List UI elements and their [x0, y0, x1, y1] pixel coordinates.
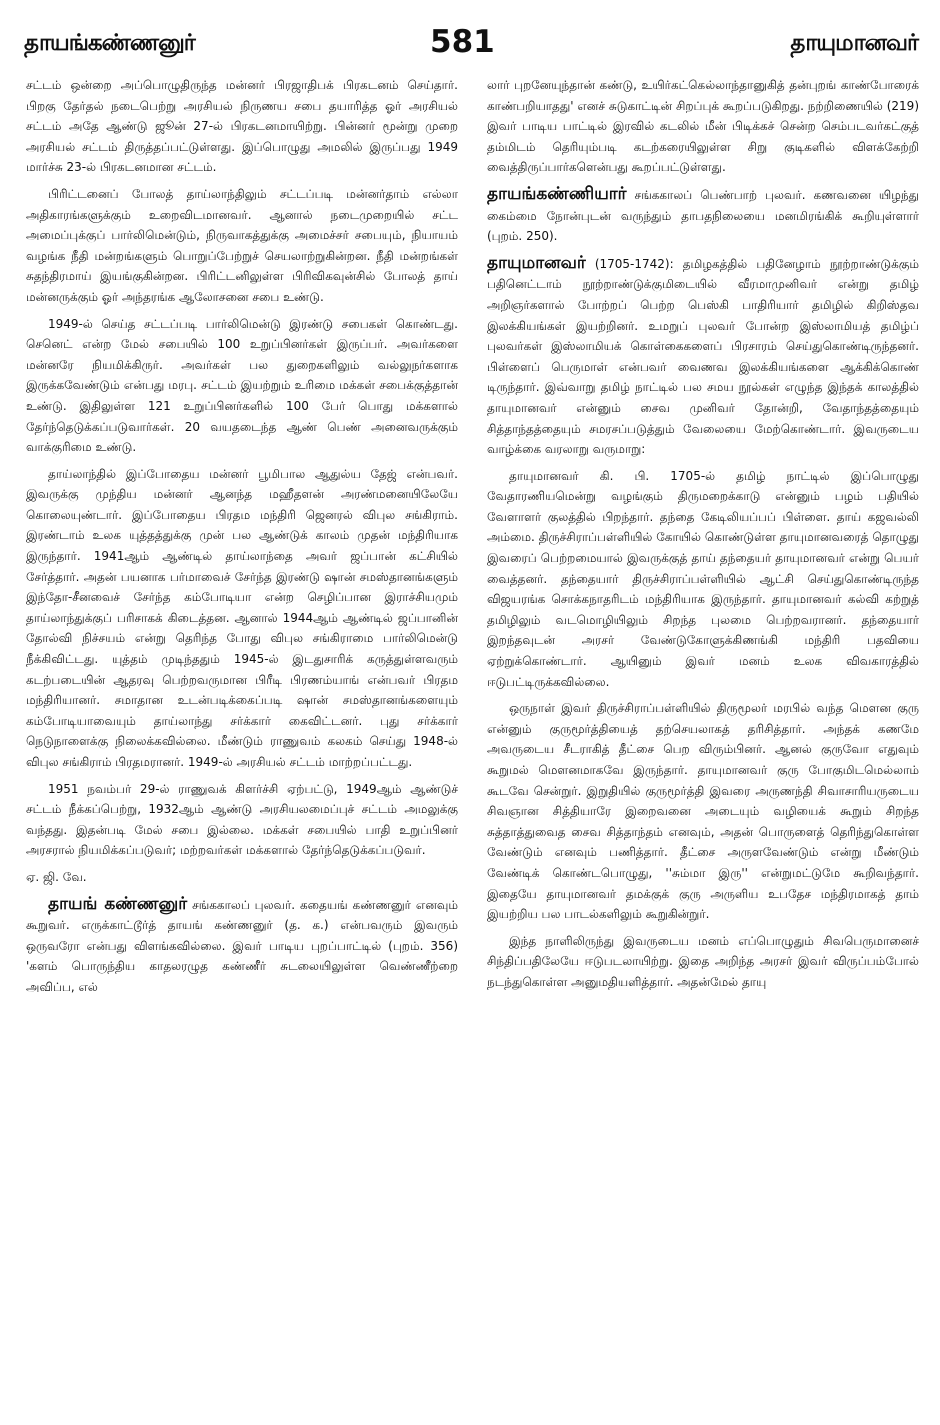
entry-body: சங்ககாலப் புலவர். கதையங் கண்ணனுர் எனவும் கூறுவர். எருக்காட்டூர்த் தாயங் கண்ணனுர் (த. க.) என்பவரும் இவரும் ஒருவரோ என்பது விளங்கவில்லை. இவர் பாடிய புறப்பாட்டில் (புறம். 356) 'களம் பொருந்திய காதலரழுத கண்ணீர் சுடலையிலுள்ள வெண்ணீற்றை அவிப்ப, எல்: [26, 897, 458, 994]
paragraph: ஒருநாள் இவர் திருச்சிராப்பள்ளியில் திருமூலர் மரபில் வந்த மௌன குரு என்னும் குருமூர்த்தியைத் தற்செயலாகத் தரிசித்தார். அந்தக் கணமே அவருடைய சீடராகித் தீட்சை பெற விரும்பினர். ஆனல் குருவோ எதுவும் கூறுமல் மௌனமாகவே இருந்தார். தாயுமானவர் குரு போகுமிடமெல்லாம் கூடவே சென்றுர். இறுதியில் குருமூர்த்தி இவரை அருணந்தி சிவாசாரியருடைய சிவஞான சித்தியாரே இறைவனை அடையும் வழியைக் கூறும் சிறந்த சுத்தாத்துவைத சைவ சித்தாந்தம் எனவும், அதன் பொருளைத் தெரிந்துகொள்ள வேண்டும் எனவும் பணித்தார். தீட்சை அருளவேண்டும் என்று மீண்டும் வேண்டிக் கொண்டபொழுது, ''சும்மா இரு'' என்றுமட்டுமே கூறிவந்தார். இதையே தாயுமானவர் தமக்குக் குரு அருளிய உபதேச மந்திரமாகத் தாம் இயற்றிய பல பாடல்களிலும் கூறுகின்றுர்.: [487, 701, 919, 922]
paragraph: இந்த நாளிலிருந்து இவருடைய மனம் எப்பொழுதும் சிவபெருமானைச் சிந்திப்பதிலேயே ஈடுபடலாயிற்று. இதை அறிந்த அரசர் இவர் விருப்பம்போல் நடந்துகொள்ள அனுமதியளித்தார். அதன்மேல் தாயு: [487, 933, 919, 989]
paragraph: லார் புறனேயுந்தான் கண்டு, உயிர்கட்கெல்லாந்தானுகித் தன்புறங் காண்போரைக் காண்பறியாதது' எனச் சுடுகாட்டின் சிறப்புக் கூறப்படுகிறது. நற்றிணையில் (219) இவர் பாடிய பாட்டில் இரவில் கடலில் மீன் பிடிக்கச் சென்ற செம்படவர்கட்குத் தம்மிடம் தெரியும்படி கடற்கரையிலுள்ள சிறு குடிகளில் விளக்கேற்றி வைத்திருப்பார்களென்பது கூறப்பட்டுள்ளது.: [487, 78, 919, 175]
entry-body: (1705-1742): தமிழகத்தில் பதினேழாம் நூற்றாண்டுக்கும் பதினெட்டாம் நூற்றாண்டுக்குமிடையில் வீரமாமுனிவர் என்று தமிழ் அறிஞர்களால் போற்றப் பெற்ற பெஸ்கி பாதிரியார் தமிழில் கிறிஸ்தவ இலக்கியங்கள் இயற்றினர். உமறுப் புலவர் போன்ற இஸ்லாமியத் தமிழ்ப் புலவர்கள் இஸ்லாமியக் கொள்கைகளைப் பிரசாரம் செய்துகொண்டிருந்தனர். பிள்ளைப் பெருமாள் என்பவர் வைணவ இலக்கியங்களை ஆக்கிக்கொண் டிருந்தார். இவ்வாறு தமிழ் நாட்டில் பல சமய நூல்கள் எழுந்த இந்தக் காலத்தில் தாயுமானவர் என்னும் சைவ முனிவர் தோன்றி, வேதாந்தத்தையும் சித்தாந்தத்தையும் சமரசப்படுத்தும் வேலையை மேற்கொண்டார். இவருடைய வாழ்க்கை வரலாறு வருமாறு:: [487, 256, 919, 457]
page-header: [0, 24, 940, 64]
paragraph: தாய்லாந்தில் இப்போதைய மன்னர் பூமிபால ஆதுல்ய தேஜ் என்பவர். இவருக்கு முந்திய மன்னர் ஆனந்த மஹீதளன் அரண்மனையிலேயே கொலையுண்டார். இப்போதைய பிரதம மந்திரி ஜெனரல் விபுல சங்கிராம். இரண்டாம் உலக யுத்தத்துக்கு முன் பல ஆண்டுக் காலம் முதன் மந்திரியாக இருந்தார். 1941ஆம் ஆண்டில் தாய்லாந்தை அவர் ஜப்பான் கட்சியில் சேர்த்தார். அதன் பயனாக பர்மாவைச் சேர்ந்த இரண்டு ஷான் சமஸ்தானங்களும் இந்தோ-சீனவைச் சேர்ந்த கம்போடியா என்ற செழிப்பான இராச்சியமும் தாய்லாந்துக்குப் பரிசாகக் கிடைத்தன. ஆனால் 1944ஆம் ஆண்டில் ஜப்பானின் தோல்வி நிச்சயம் என்று தெரிந்த போது விபுல சங்கிராமை பார்லிமென்டு நீக்கிவிட்டது. யுத்தம் முடிந்ததும் 1945-ல் இடதுசாரிக் கருத்துள்ளவரும் கடற்படையின் ஆதரவு பெற்றவருமான பிரீடி பிரணம்யாங் என்பவர் பிரதம மந்திரியானர். சமாதான உடன்படிக்கைப்படி ஷான் சமஸ்தானங்களையும் கம்போடியாவையும் தாய்லாந்து சர்க்கார் கைவிட்டனர். புது சர்க்கார் நெடுநாளைக்கு நிலைக்கவில்லை. மீண்டும் ராணுவம் கலகம் செய்து 1948-ல் விபுல சங்கிராம் பிரதமரானர். 1949-ல் அரசியல் சட்டம் மாற்றப்பட்டது.: [26, 466, 458, 769]
page-number: 581: [430, 24, 495, 60]
author-signature: ஏ. ஜி. வே.: [26, 869, 87, 884]
entry-headword: தாயுமானவர்: [487, 252, 586, 273]
paragraph: தாயுமானவர் கி. பி. 1705-ல் தமிழ் நாட்டில் இப்பொழுது வேதாரணியமென்று வழங்கும் திருமறைக்காடு என்னும் பழம் பதியில் வேளாளர் குலத்தில் பிறந்தார். தந்தை கேடிலியப்பப் பிள்ளை. தாய் கஜவல்லி அம்மை. திருச்சிராப்பள்ளியில் கோயில் கொண்டுள்ள தாயுமானவரைத் தொழுது இவரைப் பெற்றமையால் இவருக்குத் தாய் தந்தையர் தாயுமானவர் என்று பெயர் வைத்தனர். தந்தையார் திருச்சிராப்பள்ளியில் ஆட்சி செய்துகொண்டிருந்த விஜயரங்க சொக்கநாதரிடம் மந்திரியாக இருந்தார். தாயுமானவர் கல்வி கற்றுத் தமிழிலும் வடமொழியிலும் சிறந்த புலமை பெற்றவரானர். தந்தையார் இறந்தவுடன் அரசர் வேண்டுகோளுக்கிணங்கி மந்திரி பதவியை ஏற்றுக்கொண்டார். ஆயினும் இவர் மனம் உலக விவகாரத்தில் ஈடுபட்டிருக்கவில்லை.: [487, 468, 919, 689]
left-column: [26, 75, 458, 1410]
entry-headword: தாயங் கண்ணனுர்: [48, 893, 188, 914]
entry-headword: தாயங்கண்ணியார்: [487, 183, 627, 204]
paragraph: 1949-ல் செய்த சட்டப்படி பார்லிமென்டு இரண்டு சபைகள் கொண்டது. செனெட் என்ற மேல் சபையில் 100 உறுப்பினர்கள் இருப்பர். அவர்களை மன்னரே நியமிக்கிருர். அவர்கள் பல துறைகளிலும் வல்லுநர்களாக இருக்கவேண்டும் என்பது மரபு. சட்டம் இயற்றும் உரிமை மக்கள் சபைக்குத்தான் உண்டு. இதிலுள்ள 121 உறுப்பினர்களில் 100 பேர் பொது மக்களால் தேர்ந்தெடுக்கப்படுவார்கள். 20 வயதடைந்த ஆண் பெண் அனைவருக்கும் வாக்குரிமை உண்டு.: [26, 316, 458, 455]
right-column: [487, 75, 919, 1410]
entry-body: சங்ககாலப் பெண்பாற் புலவர். கணவனை யிழந்து கைம்மை நோன்புடன் வருந்தும் தாபதநிலையை மனமிரங்கிக் கூறியுள்ளார் (புறம். 250).: [487, 187, 919, 244]
running-head-right: தாயுமானவர்: [790, 30, 918, 56]
paragraph: சட்டம் ஒன்றை அப்பொழுதிருந்த மன்னர் பிரஜாதிபக் பிரகடனம் செய்தார். பிறகு தேர்தல் நடைபெற்று அரசியல் நிருணய சபை தயாரித்த ஓர் அரசியல் சட்டம் அதே ஆண்டு ஜூன் 27-ல் பிரகடனமாயிற்று. பின்னர் மூன்று முறை அரசியல் சட்டம் திருத்தப்பட்டுள்ளது. இப்பொழுது அமலில் இருப்பது 1949 மார்ச்சு 23-ல் பிரகடனமான சட்டம்.: [26, 78, 458, 175]
running-head-left: தாயங்கண்ணனுர்: [24, 30, 195, 56]
entry-thayang-kanniyar: [487, 184, 919, 247]
entry-thayang-kannanar: [26, 894, 458, 998]
paragraph: 1951 நவம்பர் 29-ல் ராணுவக் கிளர்ச்சி ஏற்பட்டு, 1949ஆம் ஆண்டுச் சட்டம் நீக்கப்பெற்று, 1932ஆம் ஆண்டு அரசியலமைப்புச் சட்டம் அமலுக்கு வந்தது. இதன்படி மேல் சபை இல்லை. மக்கள் சபையில் பாதி உறுப்பினர் அரசரால் நியமிக்கப்படுவர்; மற்றவர்கள் மக்களால் தேர்ந்தெடுக்கப்படுவர்.: [26, 781, 458, 858]
paragraph: பிரிட்டனைப் போலத் தாய்லாந்திலும் சட்டப்படி மன்னர்தாம் எல்லா அதிகாரங்களுக்கும் உறைவிடமானவர். ஆனால் நடைமுறையில் சட்ட அமைப்புக்குப் பார்லிமென்டும், நிருவாகத்துக்கு அமைச்சர் சபையும், நியாயம் வழங்க நீதி மன்றங்களும் பொறுப்பேற்றுச் செயலாற்றுகின்றன. நீதி மன்றங்கள் சுதந்திரமாய் இயங்குகின்றன. பிரிட்டனிலுள்ள பிரிவிகவுன்சில் போலத் தாய் மன்னருக்கும் ஓர் அந்தரங்க ஆலோசனை சபை உண்டு.: [26, 186, 458, 304]
entry-thayumanavar: [487, 253, 919, 460]
